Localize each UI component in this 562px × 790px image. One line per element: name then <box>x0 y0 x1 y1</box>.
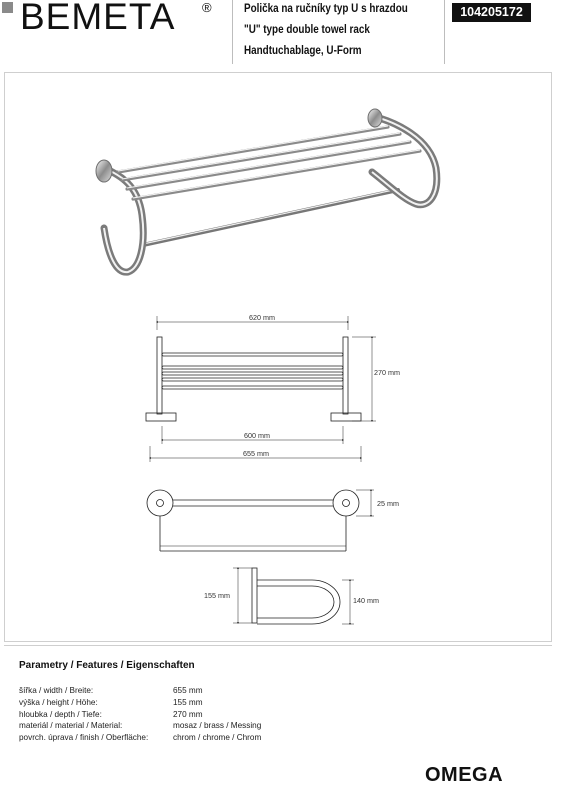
section-divider <box>4 645 552 646</box>
product-title-cz: Polička na ručníky typ U s hrazdou <box>244 3 408 15</box>
parameters-heading: Parametry / Features / Eigenschaften <box>19 660 195 671</box>
param-value: 155 mm <box>173 698 203 707</box>
product-title-de: Handtuchablage, U-Form <box>244 45 362 57</box>
brand-name: BEMETA <box>20 0 176 37</box>
top-view-drawing <box>147 490 374 551</box>
dim-side-depth: 140 mm <box>353 596 379 605</box>
param-row-height <box>19 698 319 709</box>
product-image <box>96 109 437 272</box>
dim-side-height: 155 mm <box>204 591 230 600</box>
param-label: šířka / width / Breite: <box>19 686 94 695</box>
param-value: 270 mm <box>173 710 203 719</box>
param-value: chrom / chrome / Chrom <box>173 733 262 742</box>
param-row-width <box>19 686 319 697</box>
side-view-drawing <box>233 568 354 624</box>
dim-top-width: 620 mm <box>249 313 275 322</box>
product-title-en: "U" type double towel rack <box>244 24 370 36</box>
param-value: 655 mm <box>173 686 203 695</box>
series-name: OMEGA <box>425 764 504 786</box>
product-code: 104205172 <box>452 3 531 22</box>
param-label: materiál / material / Material: <box>19 721 123 730</box>
param-label: výška / height / Höhe: <box>19 698 98 707</box>
param-row-material <box>19 721 319 732</box>
front-view-drawing <box>146 316 376 462</box>
param-row-finish <box>19 733 319 744</box>
dim-height-front: 270 mm <box>374 368 400 377</box>
param-value: mosaz / brass / Messing <box>173 721 262 730</box>
registered-mark: ® <box>202 0 212 15</box>
dim-overall-width: 655 mm <box>243 449 269 458</box>
dim-inner-width: 600 mm <box>244 431 270 440</box>
dim-rosette: 25 mm <box>377 499 399 508</box>
param-label: povrch. úprava / finish / Oberfläche: <box>19 733 149 742</box>
param-row-depth <box>19 710 319 721</box>
param-label: hloubka / depth / Tiefe: <box>19 710 102 719</box>
